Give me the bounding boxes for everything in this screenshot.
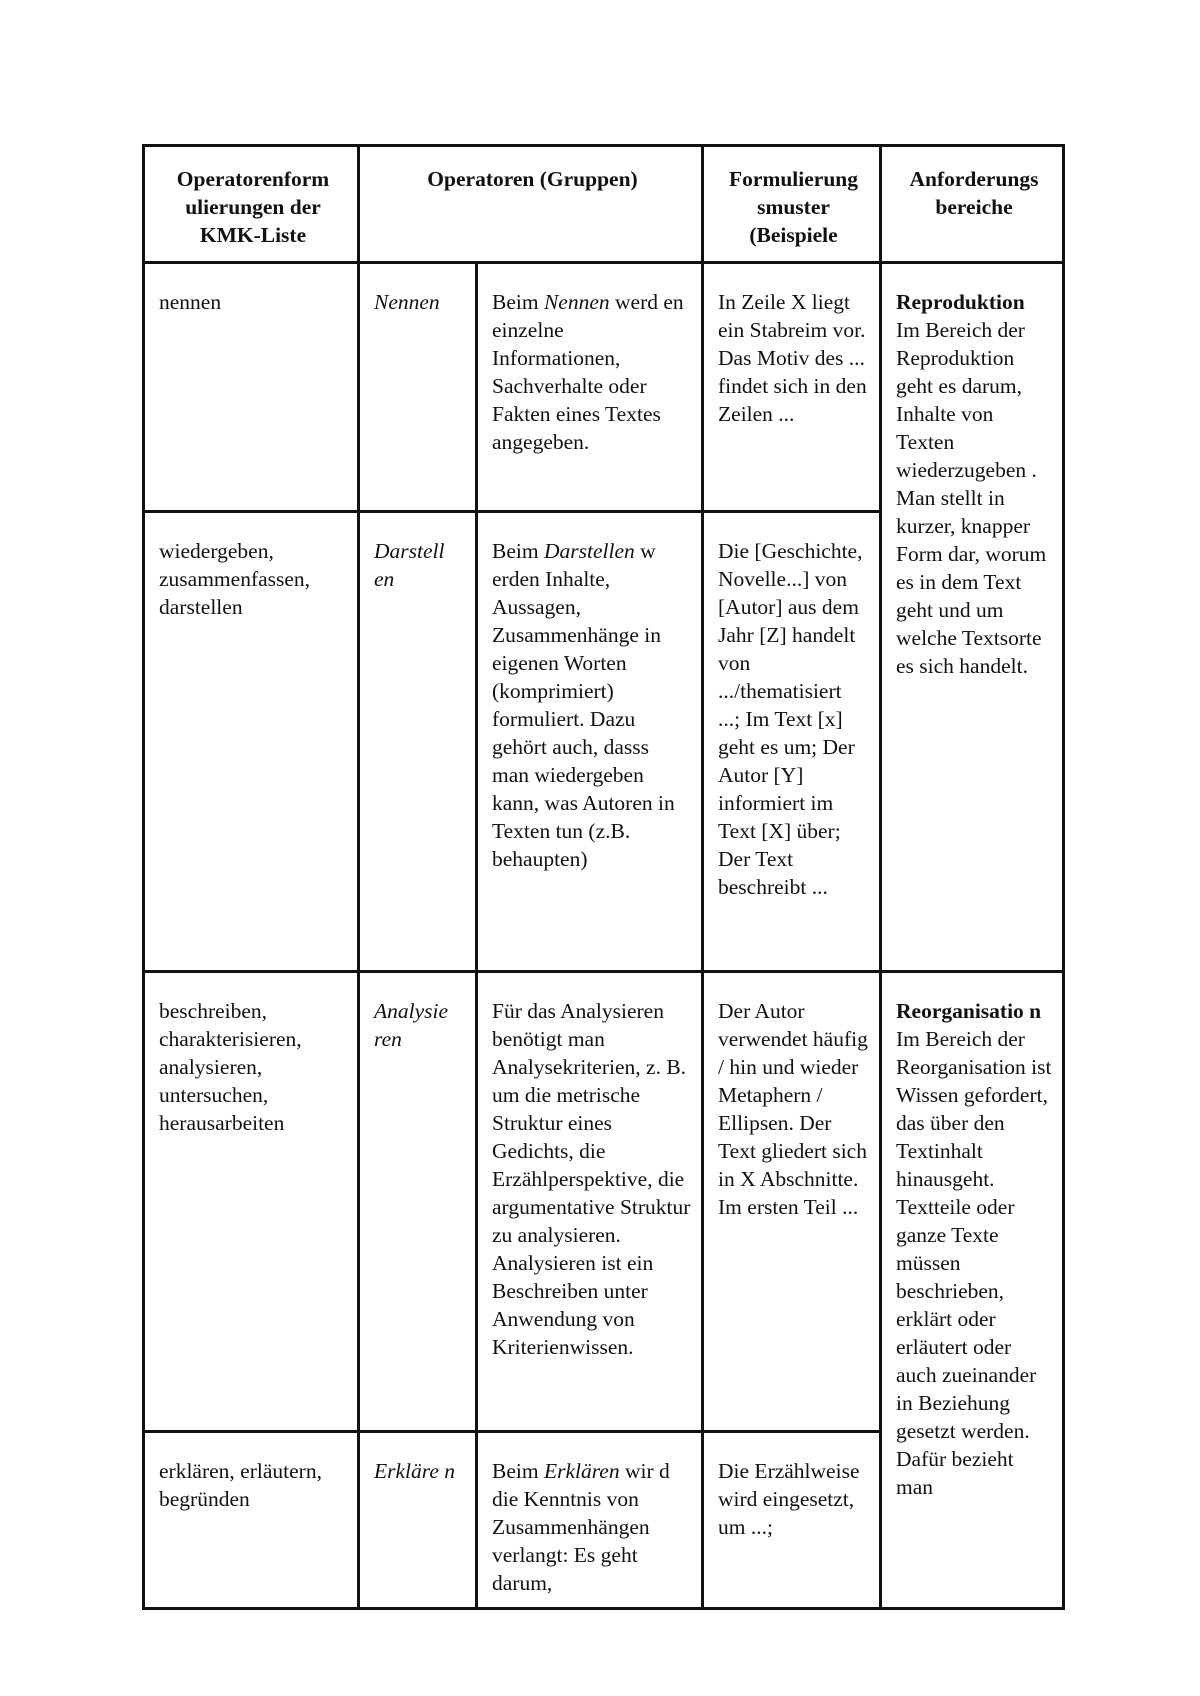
header-requirement-areas: Anforderungs bereiche xyxy=(881,146,1064,263)
cell-kmk: wiedergeben, zusammenfassen, darstellen xyxy=(144,512,359,972)
cell-description xyxy=(477,1432,703,1609)
table-row xyxy=(144,263,1064,512)
area-title: Reproduktion xyxy=(896,290,1025,314)
desc-pre: Beim xyxy=(492,290,544,314)
desc-pre: Beim xyxy=(492,1459,544,1483)
cell-pattern: Der Autor verwendet häufig / hin und wieder Metaphern / Ellipsen. Der Text gliedert sich in X Abschnitte. Im ersten Teil ... xyxy=(703,972,881,1432)
cell-area-reorganisation xyxy=(881,972,1064,1609)
cell-group: Erkläre n xyxy=(359,1432,477,1609)
table-header-row xyxy=(144,146,1064,263)
header-kmk: Operatorenform ulierungen der KMK-Liste xyxy=(144,146,359,263)
desc-post: Für das Analysieren benötigt man Analysekriterien, z. B. um die metrische Struktur eines Gedichts, die Erzählperspektive, die argumentative Struktur zu analysieren. Analysieren ist ein Beschreiben unter Anwendung von Kriterienwissen. xyxy=(492,999,691,1359)
cell-description xyxy=(477,263,703,512)
desc-post: wir d die Kenntnis von Zusammenhängen verlangt: Es geht darum, xyxy=(492,1459,670,1595)
desc-em: Darstellen xyxy=(543,539,635,563)
header-operators-groups: Operatoren (Gruppen) xyxy=(359,146,703,263)
cell-description xyxy=(477,972,703,1432)
cell-kmk: erklären, erläutern, begründen xyxy=(144,1432,359,1609)
cell-area-reproduktion xyxy=(881,263,1064,972)
cell-kmk: nennen xyxy=(144,263,359,512)
area-text: Im Bereich der Reproduktion geht es darum, Inhalte von Texten wiederzugeben . Man stellt in kurzer, knapper Form dar, worum es in dem Text geht und um welche Textsorte es sich handelt. xyxy=(896,318,1047,678)
cell-description xyxy=(477,512,703,972)
area-text: Im Bereich der Reorganisation ist Wissen gefordert, das über den Textinhalt hinausgeht. Textteile oder ganze Texte müssen beschrieben, erklärt oder erläutert oder auch zueinander in Beziehung gesetzt werden. Dafür bezieht man xyxy=(896,1027,1052,1499)
desc-post: werd en einzelne Informationen, Sachverhalte oder Fakten eines Textes angegeben. xyxy=(492,290,684,454)
area-title: Reorganisatio n xyxy=(896,999,1042,1023)
cell-pattern: Die Erzählweise wird eingesetzt, um ...; xyxy=(703,1432,881,1609)
cell-group: Darstell en xyxy=(359,512,477,972)
desc-pre: Beim xyxy=(492,539,544,563)
cell-pattern: In Zeile X liegt ein Stabreim vor. Das Motiv des ... findet sich in den Zeilen ... xyxy=(703,263,881,512)
cell-pattern: Die [Geschichte, Novelle...] von [Autor] aus dem Jahr [Z] handelt von .../thematisiert ...; Im Text [x] geht es um; Der Autor [Y] informiert im Text [X] über; Der Text beschreibt ... xyxy=(703,512,881,972)
table-row xyxy=(144,972,1064,1432)
cell-group: Analysie ren xyxy=(359,972,477,1432)
header-patterns: Formulierung smuster (Beispiele xyxy=(703,146,881,263)
cell-kmk: beschreiben, charakterisieren, analysieren, untersuchen, herausarbeiten xyxy=(144,972,359,1432)
operators-table xyxy=(142,144,1065,1610)
desc-em: Nennen xyxy=(543,290,610,314)
cell-group: Nennen xyxy=(359,263,477,512)
desc-post: w erden Inhalte, Aussagen, Zusammenhänge in eigenen Worten (komprimiert) formuliert. Dazu gehört auch, dasss man wiedergeben kann, was Autoren in Texten tun (z.B. behaupten) xyxy=(492,539,675,871)
desc-em: Erklären xyxy=(543,1459,620,1483)
